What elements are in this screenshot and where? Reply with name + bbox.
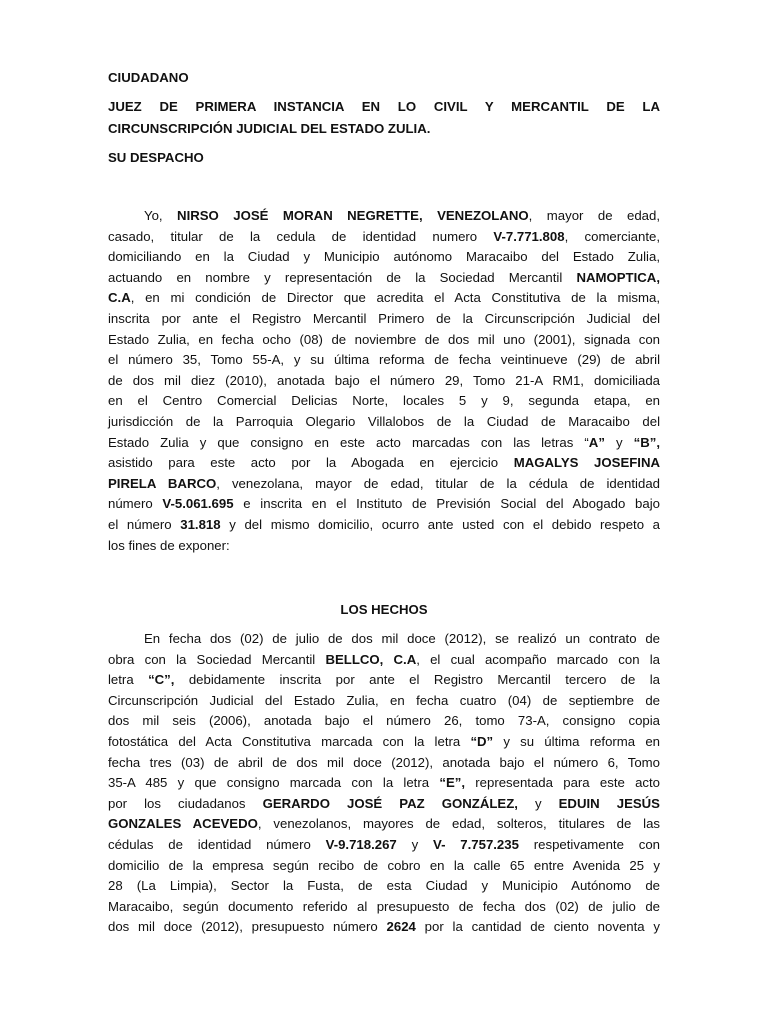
text-run: , mayor de edad,	[528, 208, 660, 223]
representative-name: GERARDO JOSÉ PAZ GONZÁLEZ,	[262, 795, 518, 811]
document-page	[108, 0, 660, 1024]
exhibit-letter: A”	[588, 434, 605, 450]
declarant-id-number: V-7.771.808	[493, 228, 565, 244]
intro-line: los fines de exponer:	[108, 537, 230, 553]
intro-line: en el Centro Comercial Delicias Norte, locales 5 y 9, segunda etapa, en	[108, 393, 660, 409]
exhibit-letter: “E”,	[439, 775, 465, 791]
text-run: dos mil doce (2012), presupuesto número	[108, 919, 387, 935]
text-run: cédulas de identidad número	[108, 836, 326, 852]
representative-surname: GONZALES ACEVEDO	[108, 816, 258, 832]
intro-line	[108, 268, 660, 289]
text-run: representada para este acto	[465, 775, 660, 791]
text-run: asistido para este acto por la Abogada en ejercicio	[108, 455, 514, 471]
intro-line	[108, 515, 660, 536]
intro-line	[108, 227, 660, 248]
text-run: e inscrita en el Instituto de Previsión Social del Abogado bajo	[233, 496, 660, 512]
intro-line: jurisdicción de la Parroquia Olegario Villalobos de la Ciudad de Maracaibo del	[108, 413, 660, 429]
hechos-line	[108, 917, 660, 938]
text-run: y	[604, 434, 634, 450]
addressee-ciudadano: CIUDADANO	[108, 70, 189, 85]
addressee-despacho	[108, 147, 660, 169]
lawyer-name: MAGALYS JOSEFINA	[513, 455, 661, 471]
intro-line: Estado Zulia, en fecha ocho (08) de noviembre de dos mil uno (2001), signada con	[108, 331, 660, 347]
intro-paragraph	[108, 206, 660, 556]
hechos-line	[108, 794, 660, 815]
hechos-line: dos mil seis (2006), anotada bajo el número 26, tomo 73-A, consigno copia	[108, 713, 660, 729]
exhibit-letter: “C”,	[148, 672, 175, 688]
text-run: , comerciante,	[564, 228, 661, 244]
hechos-line: Circunscripción Judicial del Estado Zulia, en fecha cuatro (04) de septiembre de	[108, 692, 660, 708]
addressee-judge-line-1: JUEZ DE PRIMERA INSTANCIA EN LO CIVIL Y MERCANTIL DE LA	[108, 99, 660, 114]
text-run: , venezolanos, mayores de edad, solteros, titulares de las	[257, 816, 661, 832]
text-run: , en mi condición de Director que acredita el Acta Constitutiva de la misma,	[130, 290, 660, 306]
text-run: actuando en nombre y representación de la Sociedad Mercantil	[108, 269, 577, 285]
hechos-line: fecha tres (03) de abril de dos mil doce (2012), anotada bajo el número 6, Tomo	[108, 754, 660, 770]
intro-line: el número 35, Tomo 55-A, y su última reforma de fecha veintinueve (29) de abril	[108, 352, 660, 368]
text-run: 35-A 485 y que consigno marcada con la letra	[108, 775, 440, 791]
hechos-line	[108, 773, 660, 794]
hechos-line	[108, 670, 660, 691]
intro-line: inscrita por ante el Registro Mercantil Primero de la Circunscripción Judicial del	[108, 310, 660, 326]
text-run: por los ciudadanos	[108, 795, 263, 811]
declarant-name: NIRSO JOSÉ MORAN NEGRETTE, VENEZOLANO	[177, 208, 529, 223]
addressee-header	[108, 67, 660, 89]
text-run: Estado Zulia y que consigno en este acto marcadas con las letras “	[108, 434, 589, 450]
text-run: y su última reforma en	[493, 733, 661, 749]
intro-line	[108, 494, 660, 515]
addressee-judge	[108, 96, 660, 139]
text-run: fotostática del Acta Constitutiva marcada con la letra	[108, 733, 471, 749]
text-run: y	[517, 795, 559, 811]
company-suffix: C.A	[108, 290, 131, 306]
intro-line	[108, 288, 660, 309]
company-name: BELLCO, C.A	[325, 651, 417, 667]
text-run: por la cantidad de ciento noventa y	[415, 919, 660, 935]
company-name: NAMOPTICA,	[576, 269, 660, 285]
intro-line: de dos mil diez (2010), anotada bajo el número 29, Tomo 21-A RM1, domiciliada	[108, 372, 660, 388]
hechos-paragraph	[108, 629, 660, 938]
hechos-line: 28 (La Limpia), Sector la Fusta, de esta Ciudad y Municipio Autónomo de	[108, 878, 660, 894]
exhibit-letter: “B”,	[633, 434, 660, 450]
budget-number: 2624	[386, 919, 416, 935]
intro-line: domiciliando en la Ciudad y Municipio autónomo Maracaibo del Estado Zulia,	[108, 249, 660, 265]
bar-number: 31.818	[180, 516, 221, 532]
intro-line	[108, 206, 660, 227]
text-run: y	[396, 836, 433, 852]
representative-name: EDUIN JESÚS	[558, 795, 660, 811]
text-run: el número	[108, 516, 181, 532]
text-run: letra	[108, 672, 149, 688]
hechos-line	[108, 835, 660, 856]
intro-line	[108, 453, 660, 474]
text-run: respetivamente con	[518, 836, 661, 852]
text-run: Yo,	[144, 208, 178, 223]
text-run: , el cual acompaño marcado con la	[416, 651, 660, 667]
section-title: LOS HECHOS	[340, 602, 428, 617]
addressee-despacho-text: SU DESPACHO	[108, 150, 204, 165]
text-run: , venezolana, mayor de edad, titular de la cédula de identidad	[216, 475, 660, 491]
addressee-judge-line-2: CIRCUNSCRIPCIÓN JUDICIAL DEL ESTADO ZULIA.	[108, 120, 431, 136]
exhibit-letter: “D”	[470, 733, 494, 749]
id-number: V-9.718.267	[325, 836, 397, 852]
intro-line	[108, 474, 660, 495]
hechos-line: Maracaibo, según documento referido al presupuesto de fecha dos (02) de julio de	[108, 898, 660, 914]
text-run: obra con la Sociedad Mercantil	[108, 651, 326, 667]
text-run: casado, titular de la cedula de identidad numero	[108, 228, 494, 244]
hechos-line: domicilio de la empresa según recibo de cobro en la calle 65 entre Avenida 25 y	[108, 857, 660, 873]
text-run: y del mismo domicilio, ocurro ante usted con el debido respeto a	[220, 516, 660, 532]
lawyer-surname: PIRELA BARCO	[108, 475, 217, 491]
id-number: V- 7.757.235	[433, 836, 519, 852]
hechos-line: En fecha dos (02) de julio de dos mil doce (2012), se realizó un contrato de	[144, 631, 660, 646]
intro-line	[108, 433, 660, 454]
hechos-line	[108, 814, 660, 835]
hechos-line	[108, 732, 660, 753]
lawyer-id-number: V-5.061.695	[162, 496, 234, 512]
text-run: debidamente inscrita por ante el Registro Mercantil tercero de la	[174, 672, 660, 688]
hechos-line	[108, 650, 660, 671]
text-run: número	[108, 496, 163, 512]
